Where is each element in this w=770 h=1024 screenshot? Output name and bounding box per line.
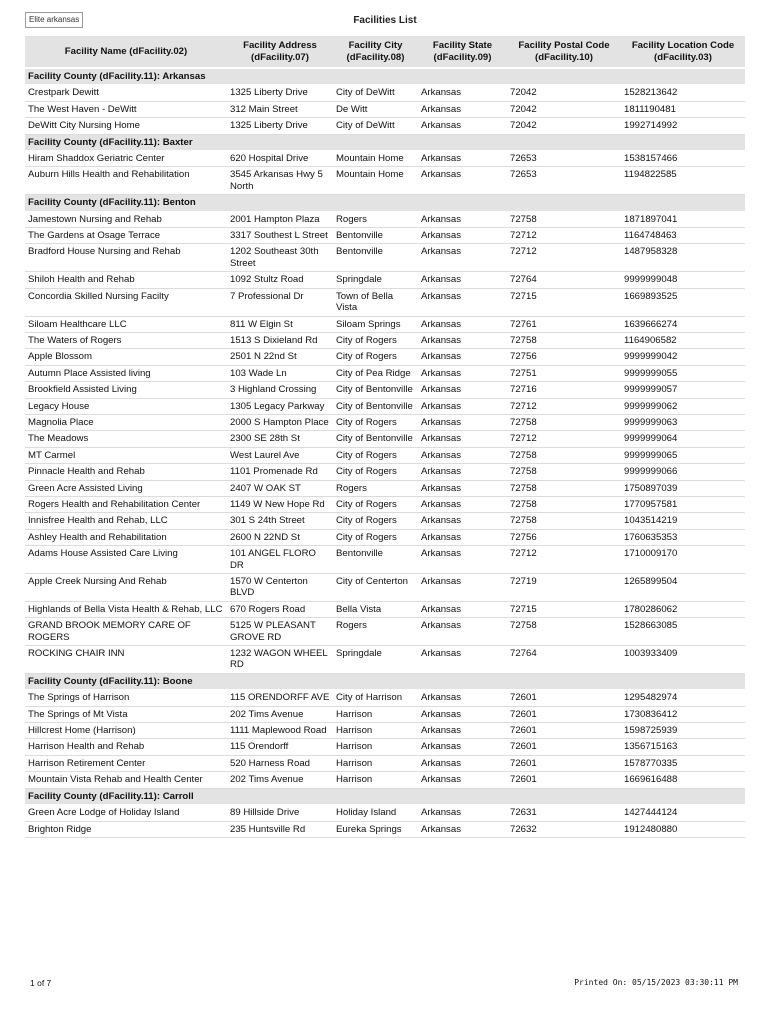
table-cell: 72631 <box>507 805 621 821</box>
table-row <box>25 690 745 706</box>
table-cell: 72715 <box>507 601 621 617</box>
table-row <box>25 431 745 447</box>
table-cell: 72758 <box>507 618 621 646</box>
table-cell: 72758 <box>507 211 621 227</box>
table-cell: MT Carmel <box>25 447 227 463</box>
table-cell: Arkansas <box>418 244 507 272</box>
table-row <box>25 646 745 674</box>
table-cell: 72719 <box>507 574 621 602</box>
report-tag: Elite arkansas <box>25 12 83 28</box>
table-cell: 72758 <box>507 513 621 529</box>
table-cell: 72756 <box>507 529 621 545</box>
table-cell: 89 Hillside Drive <box>227 805 333 821</box>
table-cell: 72601 <box>507 690 621 706</box>
table-cell: 9999999055 <box>621 365 745 381</box>
table-cell: 72758 <box>507 480 621 496</box>
table-cell: Arkansas <box>418 414 507 430</box>
table-cell: 1356715163 <box>621 739 745 755</box>
table-row <box>25 244 745 272</box>
table-cell: West Laurel Ave <box>227 447 333 463</box>
table-cell: 1598725939 <box>621 723 745 739</box>
county-group-row <box>25 68 745 85</box>
table-cell: Arkansas <box>418 480 507 496</box>
table-cell: 1164906582 <box>621 332 745 348</box>
table-row <box>25 349 745 365</box>
table-cell: Mountain Home <box>333 167 418 195</box>
table-cell: Harrison Health and Rehab <box>25 739 227 755</box>
table-cell: Arkansas <box>418 772 507 788</box>
table-cell: The Meadows <box>25 431 227 447</box>
table-cell: Harrison <box>333 706 418 722</box>
table-row <box>25 211 745 227</box>
table-cell: City of Bentonville <box>333 398 418 414</box>
table-row <box>25 288 745 316</box>
table-cell: ROCKING CHAIR INN <box>25 646 227 674</box>
table-cell: Arkansas <box>418 739 507 755</box>
table-cell: 1570 W Centerton BLVD <box>227 574 333 602</box>
table-cell: 1111 Maplewood Road <box>227 723 333 739</box>
table-row <box>25 272 745 288</box>
table-cell: Arkansas <box>418 85 507 101</box>
table-cell: 72601 <box>507 723 621 739</box>
column-header: Facility Address (dFacility.07) <box>227 36 333 68</box>
table-cell: Springdale <box>333 272 418 288</box>
table-cell: 1730836412 <box>621 706 745 722</box>
table-cell: 1811190481 <box>621 101 745 117</box>
table-cell: 72601 <box>507 706 621 722</box>
table-cell: 72712 <box>507 431 621 447</box>
table-cell: 202 Tims Avenue <box>227 772 333 788</box>
table-cell: 1305 Legacy Parkway <box>227 398 333 414</box>
table-cell: Autumn Place Assisted living <box>25 365 227 381</box>
table-cell: 9999999063 <box>621 414 745 430</box>
table-cell: 72758 <box>507 332 621 348</box>
table-cell: Arkansas <box>418 821 507 837</box>
table-cell: 235 Huntsville Rd <box>227 821 333 837</box>
table-row <box>25 529 745 545</box>
table-cell: Town of Bella Vista <box>333 288 418 316</box>
table-cell: 520 Harness Road <box>227 755 333 771</box>
facilities-table <box>25 36 745 838</box>
table-cell: Concordia Skilled Nursing Facilty <box>25 288 227 316</box>
table-row <box>25 447 745 463</box>
table-cell: Apple Creek Nursing And Rehab <box>25 574 227 602</box>
table-row <box>25 85 745 101</box>
table-cell: 1528213642 <box>621 85 745 101</box>
table-cell: Arkansas <box>418 349 507 365</box>
table-cell: Springdale <box>333 646 418 674</box>
table-cell: 1325 Liberty Drive <box>227 85 333 101</box>
table-cell: 72758 <box>507 496 621 512</box>
table-cell: Siloam Healthcare LLC <box>25 316 227 332</box>
table-cell: Arkansas <box>418 646 507 674</box>
table-row <box>25 365 745 381</box>
table-cell: Arkansas <box>418 690 507 706</box>
table-cell: DeWitt City Nursing Home <box>25 118 227 134</box>
table-cell: Arkansas <box>418 316 507 332</box>
table-cell: 1487958328 <box>621 244 745 272</box>
table-cell: 72042 <box>507 85 621 101</box>
table-cell: City of Rogers <box>333 349 418 365</box>
table-cell: 2300 SE 28th St <box>227 431 333 447</box>
table-cell: Crestpark Dewitt <box>25 85 227 101</box>
table-cell: Mountain Vista Rehab and Health Center <box>25 772 227 788</box>
table-cell: Arkansas <box>418 272 507 288</box>
table-cell: 72756 <box>507 349 621 365</box>
table-cell: 9999999065 <box>621 447 745 463</box>
table-cell: City of Rogers <box>333 464 418 480</box>
table-body <box>25 68 745 837</box>
table-cell: Harrison <box>333 739 418 755</box>
table-cell: Siloam Springs <box>333 316 418 332</box>
table-cell: 1669893525 <box>621 288 745 316</box>
table-row <box>25 101 745 117</box>
table-cell: The Springs of Harrison <box>25 690 227 706</box>
table-cell: Auburn Hills Health and Rehabilitation <box>25 167 227 195</box>
table-cell: 1149 W New Hope Rd <box>227 496 333 512</box>
table-cell: 72653 <box>507 167 621 195</box>
table-cell: 3 Highland Crossing <box>227 382 333 398</box>
table-cell: Bella Vista <box>333 601 418 617</box>
table-row <box>25 151 745 167</box>
table-cell: Holiday Island <box>333 805 418 821</box>
table-cell: 9999999048 <box>621 272 745 288</box>
table-cell: The Waters of Rogers <box>25 332 227 348</box>
table-row <box>25 480 745 496</box>
table-cell: 72764 <box>507 646 621 674</box>
table-row <box>25 332 745 348</box>
column-header: Facility State (dFacility.09) <box>418 36 507 68</box>
table-cell: 72653 <box>507 151 621 167</box>
table-cell: Hiram Shaddox Geriatric Center <box>25 151 227 167</box>
table-cell: 811 W Elgin St <box>227 316 333 332</box>
table-cell: Adams House Assisted Care Living <box>25 546 227 574</box>
table-cell: Arkansas <box>418 101 507 117</box>
table-cell: City of Centerton <box>333 574 418 602</box>
table-cell: Hillcrest Home (Harrison) <box>25 723 227 739</box>
table-cell: 312 Main Street <box>227 101 333 117</box>
table-row <box>25 316 745 332</box>
table-cell: 2000 S Hampton Place <box>227 414 333 430</box>
table-cell: 72712 <box>507 228 621 244</box>
table-cell: 9999999042 <box>621 349 745 365</box>
table-cell: 72758 <box>507 464 621 480</box>
table-cell: Rogers <box>333 480 418 496</box>
table-cell: Arkansas <box>418 211 507 227</box>
table-cell: Harrison Retirement Center <box>25 755 227 771</box>
table-cell: 72715 <box>507 288 621 316</box>
table-cell: Eureka Springs <box>333 821 418 837</box>
table-cell: 72042 <box>507 101 621 117</box>
table-cell: 1232 WAGON WHEEL RD <box>227 646 333 674</box>
county-group-row <box>25 673 745 689</box>
table-cell: 72601 <box>507 755 621 771</box>
table-cell: 1912480880 <box>621 821 745 837</box>
table-cell: Ashley Health and Rehabilitation <box>25 529 227 545</box>
table-cell: The Springs of Mt Vista <box>25 706 227 722</box>
table-cell: 72751 <box>507 365 621 381</box>
table-cell: Harrison <box>333 772 418 788</box>
table-cell: City of Rogers <box>333 414 418 430</box>
table-cell: 1578770335 <box>621 755 745 771</box>
table-cell: 72601 <box>507 739 621 755</box>
table-cell: 9999999057 <box>621 382 745 398</box>
table-cell: Bentonville <box>333 244 418 272</box>
table-cell: Arkansas <box>418 398 507 414</box>
table-cell: 1265899504 <box>621 574 745 602</box>
table-cell: Arkansas <box>418 431 507 447</box>
table-cell: 1992714992 <box>621 118 745 134</box>
table-cell: The Gardens at Osage Terrace <box>25 228 227 244</box>
table-cell: Arkansas <box>418 574 507 602</box>
table-cell: 1528663085 <box>621 618 745 646</box>
table-header-row <box>25 36 745 68</box>
table-row <box>25 772 745 788</box>
table-cell: Arkansas <box>418 118 507 134</box>
table-cell: Jamestown Nursing and Rehab <box>25 211 227 227</box>
table-cell: Arkansas <box>418 332 507 348</box>
table-cell: 1669616488 <box>621 772 745 788</box>
table-cell: Rogers Health and Rehabilitation Center <box>25 496 227 512</box>
table-cell: 2001 Hampton Plaza <box>227 211 333 227</box>
table-cell: 9999999066 <box>621 464 745 480</box>
table-row <box>25 601 745 617</box>
table-cell: 1871897041 <box>621 211 745 227</box>
page-number: 1 of 7 <box>30 978 52 988</box>
table-cell: City of Bentonville <box>333 431 418 447</box>
column-header: Facility City (dFacility.08) <box>333 36 418 68</box>
table-row <box>25 618 745 646</box>
table-cell: Pinnacle Health and Rehab <box>25 464 227 480</box>
table-cell: 3545 Arkansas Hwy 5 North <box>227 167 333 195</box>
table-cell: Arkansas <box>418 601 507 617</box>
table-cell: Innisfree Health and Rehab, LLC <box>25 513 227 529</box>
table-cell: Highlands of Bella Vista Health & Rehab, LLC <box>25 601 227 617</box>
table-cell: 1325 Liberty Drive <box>227 118 333 134</box>
table-cell: City of Pea Ridge <box>333 365 418 381</box>
table-cell: 72716 <box>507 382 621 398</box>
table-row <box>25 414 745 430</box>
county-group-label: Facility County (dFacility.11): Arkansas <box>25 68 745 85</box>
table-cell: Bentonville <box>333 228 418 244</box>
table-row <box>25 398 745 414</box>
table-row <box>25 382 745 398</box>
table-row <box>25 574 745 602</box>
column-header: Facility Name (dFacility.02) <box>25 36 227 68</box>
table-cell: 301 S 24th Street <box>227 513 333 529</box>
table-cell: 1427444124 <box>621 805 745 821</box>
table-cell: 1780286062 <box>621 601 745 617</box>
county-group-label: Facility County (dFacility.11): Carroll <box>25 788 745 804</box>
table-cell: Apple Blossom <box>25 349 227 365</box>
table-cell: 72042 <box>507 118 621 134</box>
printed-timestamp: Printed On: 05/15/2023 03:30:11 PM <box>574 978 738 987</box>
table-cell: Bentonville <box>333 546 418 574</box>
table-row <box>25 755 745 771</box>
table-cell: Arkansas <box>418 529 507 545</box>
table-cell: Arkansas <box>418 805 507 821</box>
table-cell: 72712 <box>507 398 621 414</box>
table-row <box>25 118 745 134</box>
table-row <box>25 546 745 574</box>
table-cell: 1202 Southeast 30th Street <box>227 244 333 272</box>
table-cell: City of Rogers <box>333 529 418 545</box>
table-cell: 72758 <box>507 414 621 430</box>
table-cell: Harrison <box>333 755 418 771</box>
column-header: Facility Postal Code (dFacility.10) <box>507 36 621 68</box>
table-cell: 101 ANGEL FLORO DR <box>227 546 333 574</box>
table-cell: 3317 Southest L Street <box>227 228 333 244</box>
county-group-row <box>25 195 745 211</box>
table-cell: 2407 W OAK ST <box>227 480 333 496</box>
table-cell: City of Rogers <box>333 513 418 529</box>
table-cell: 1092 Stultz Road <box>227 272 333 288</box>
table-cell: 1513 S Dixieland Rd <box>227 332 333 348</box>
table-cell: Green Acre Lodge of Holiday Island <box>25 805 227 821</box>
table-row <box>25 821 745 837</box>
table-cell: 7 Professional Dr <box>227 288 333 316</box>
table-cell: City of DeWitt <box>333 85 418 101</box>
table-row <box>25 706 745 722</box>
table-cell: 9999999062 <box>621 398 745 414</box>
county-group-row <box>25 788 745 804</box>
table-cell: 1101 Promenade Rd <box>227 464 333 480</box>
table-cell: Magnolia Place <box>25 414 227 430</box>
table-cell: Arkansas <box>418 723 507 739</box>
table-cell: 5125 W PLEASANT GROVE RD <box>227 618 333 646</box>
county-group-label: Facility County (dFacility.11): Benton <box>25 195 745 211</box>
table-row <box>25 739 745 755</box>
table-cell: City of Rogers <box>333 447 418 463</box>
table-cell: 1043514219 <box>621 513 745 529</box>
table-cell: 72764 <box>507 272 621 288</box>
table-cell: Arkansas <box>418 618 507 646</box>
table-cell: 1760635353 <box>621 529 745 545</box>
table-cell: Shiloh Health and Rehab <box>25 272 227 288</box>
table-cell: 620 Hospital Drive <box>227 151 333 167</box>
report-title: Facilities List <box>353 15 417 26</box>
table-row <box>25 723 745 739</box>
table-cell: 9999999064 <box>621 431 745 447</box>
table-cell: City of DeWitt <box>333 118 418 134</box>
table-cell: 72712 <box>507 244 621 272</box>
table-cell: 202 Tims Avenue <box>227 706 333 722</box>
table-cell: Arkansas <box>418 447 507 463</box>
table-cell: Arkansas <box>418 755 507 771</box>
table-cell: Arkansas <box>418 288 507 316</box>
table-cell: Arkansas <box>418 382 507 398</box>
table-cell: Arkansas <box>418 167 507 195</box>
table-cell: Mountain Home <box>333 151 418 167</box>
table-cell: Brookfield Assisted Living <box>25 382 227 398</box>
county-group-label: Facility County (dFacility.11): Baxter <box>25 134 745 150</box>
table-cell: Rogers <box>333 211 418 227</box>
table-cell: Arkansas <box>418 513 507 529</box>
table-cell: 72761 <box>507 316 621 332</box>
table-cell: Arkansas <box>418 228 507 244</box>
table-cell: Arkansas <box>418 546 507 574</box>
table-cell: Rogers <box>333 618 418 646</box>
table-cell: Harrison <box>333 723 418 739</box>
table-cell: Arkansas <box>418 365 507 381</box>
table-cell: 72758 <box>507 447 621 463</box>
table-cell: Brighton Ridge <box>25 821 227 837</box>
table-cell: City of Harrison <box>333 690 418 706</box>
table-cell: City of Rogers <box>333 496 418 512</box>
table-cell: 1750897039 <box>621 480 745 496</box>
table-cell: 1710009170 <box>621 546 745 574</box>
table-cell: The West Haven - DeWitt <box>25 101 227 117</box>
table-cell: City of Bentonville <box>333 382 418 398</box>
table-cell: 1770957581 <box>621 496 745 512</box>
table-cell: GRAND BROOK MEMORY CARE OF ROGERS <box>25 618 227 646</box>
table-cell: 115 ORENDORFF AVE <box>227 690 333 706</box>
table-cell: 670 Rogers Road <box>227 601 333 617</box>
table-cell: 1295482974 <box>621 690 745 706</box>
table-row <box>25 805 745 821</box>
table-row <box>25 167 745 195</box>
table-row <box>25 496 745 512</box>
table-cell: 115 Orendorff <box>227 739 333 755</box>
table-cell: 103 Wade Ln <box>227 365 333 381</box>
table-cell: Arkansas <box>418 151 507 167</box>
table-row <box>25 464 745 480</box>
table-cell: Arkansas <box>418 706 507 722</box>
table-cell: Arkansas <box>418 496 507 512</box>
table-row <box>25 228 745 244</box>
table-cell: Arkansas <box>418 464 507 480</box>
county-group-label: Facility County (dFacility.11): Boone <box>25 673 745 689</box>
table-cell: De Witt <box>333 101 418 117</box>
table-cell: 2501 N 22nd St <box>227 349 333 365</box>
table-cell: 1538157466 <box>621 151 745 167</box>
table-cell: 72601 <box>507 772 621 788</box>
county-group-row <box>25 134 745 150</box>
table-cell: 1639666274 <box>621 316 745 332</box>
table-cell: Green Acre Assisted Living <box>25 480 227 496</box>
table-cell: Bradford House Nursing and Rehab <box>25 244 227 272</box>
table-cell: 72712 <box>507 546 621 574</box>
table-cell: 1164748463 <box>621 228 745 244</box>
table-cell: 1003933409 <box>621 646 745 674</box>
column-header: Facility Location Code (dFacility.03) <box>621 36 745 68</box>
table-cell: Legacy House <box>25 398 227 414</box>
table-cell: 1194822585 <box>621 167 745 195</box>
table-cell: 2600 N 22ND St <box>227 529 333 545</box>
table-cell: 72632 <box>507 821 621 837</box>
table-cell: City of Rogers <box>333 332 418 348</box>
table-row <box>25 513 745 529</box>
